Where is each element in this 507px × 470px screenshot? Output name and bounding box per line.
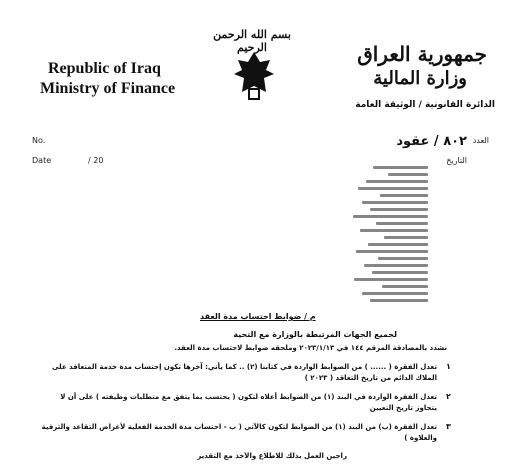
header-ar-ministry: وزارة المالية	[373, 68, 467, 89]
item-text-3: تعدل الفقرة (ب) من البند (١) من الضوابط لتكون كالآتي ( ب - احتساب مدة الخدمة الفعلية لأغراض التقاعد والترقية والعلاوة )	[41, 423, 437, 442]
distribution-list	[328, 162, 428, 306]
subject-line: م / ضوابط احتساب مدة العقد	[200, 312, 316, 321]
no-label: No.	[32, 136, 46, 145]
item-num-1: ١	[446, 362, 451, 371]
item-text-1: تعدل الفقرة ( ...... ) من الضوابط الواردة في كتابنا (٢) .. كما يأتي: آخرها تكون إحتساب مدة خدمة المتعاقد على الملاك الدائم من تاريخ التعاقد ( ٢٠٢٣ )	[51, 363, 437, 382]
ar-number-label: العدد	[472, 136, 489, 145]
header-ar-dept: الدائرة القانونية / الوثيقة العامة	[355, 100, 495, 110]
ar-date-label: التاريخ	[446, 156, 467, 165]
date-label: Date	[32, 156, 52, 165]
item-num-2: ٢	[446, 392, 451, 401]
iraq-emblem-icon	[226, 48, 282, 104]
header-en-line1: Republic of Iraq	[48, 60, 161, 77]
ar-number-value: ٨٠٢ / عقود	[396, 134, 467, 149]
item-text-2: تعدل الفقرة الواردة في البند (١) من الضوابط أعلاه لتكون ( يحتسب بما يتفق مع متطلبات وظيفته ) على أن لا يتجاوز تاريخ التعيين	[60, 393, 437, 412]
intro-line: نشدد بالمصادقة المرقم ١٤٤ في ٢٠٢٣/١/١٣ وملحقه ضوابط لاحتساب مدة العقد.	[174, 344, 447, 352]
header-en-line2: Ministry of Finance	[40, 80, 176, 97]
closing-line: راجين العمل بذلك للاطلاع والأخذ مع التقدير	[197, 452, 347, 460]
salutation: لجميع الجهات المرتبطة بالوزارة مع التحية	[233, 330, 397, 339]
bismillah-text: بسم الله الرحمن الرحيم	[213, 28, 291, 54]
item-num-3: ٣	[446, 422, 451, 431]
date-value: / 20	[88, 156, 104, 165]
header-ar-country: جمهورية العراق	[357, 42, 487, 66]
